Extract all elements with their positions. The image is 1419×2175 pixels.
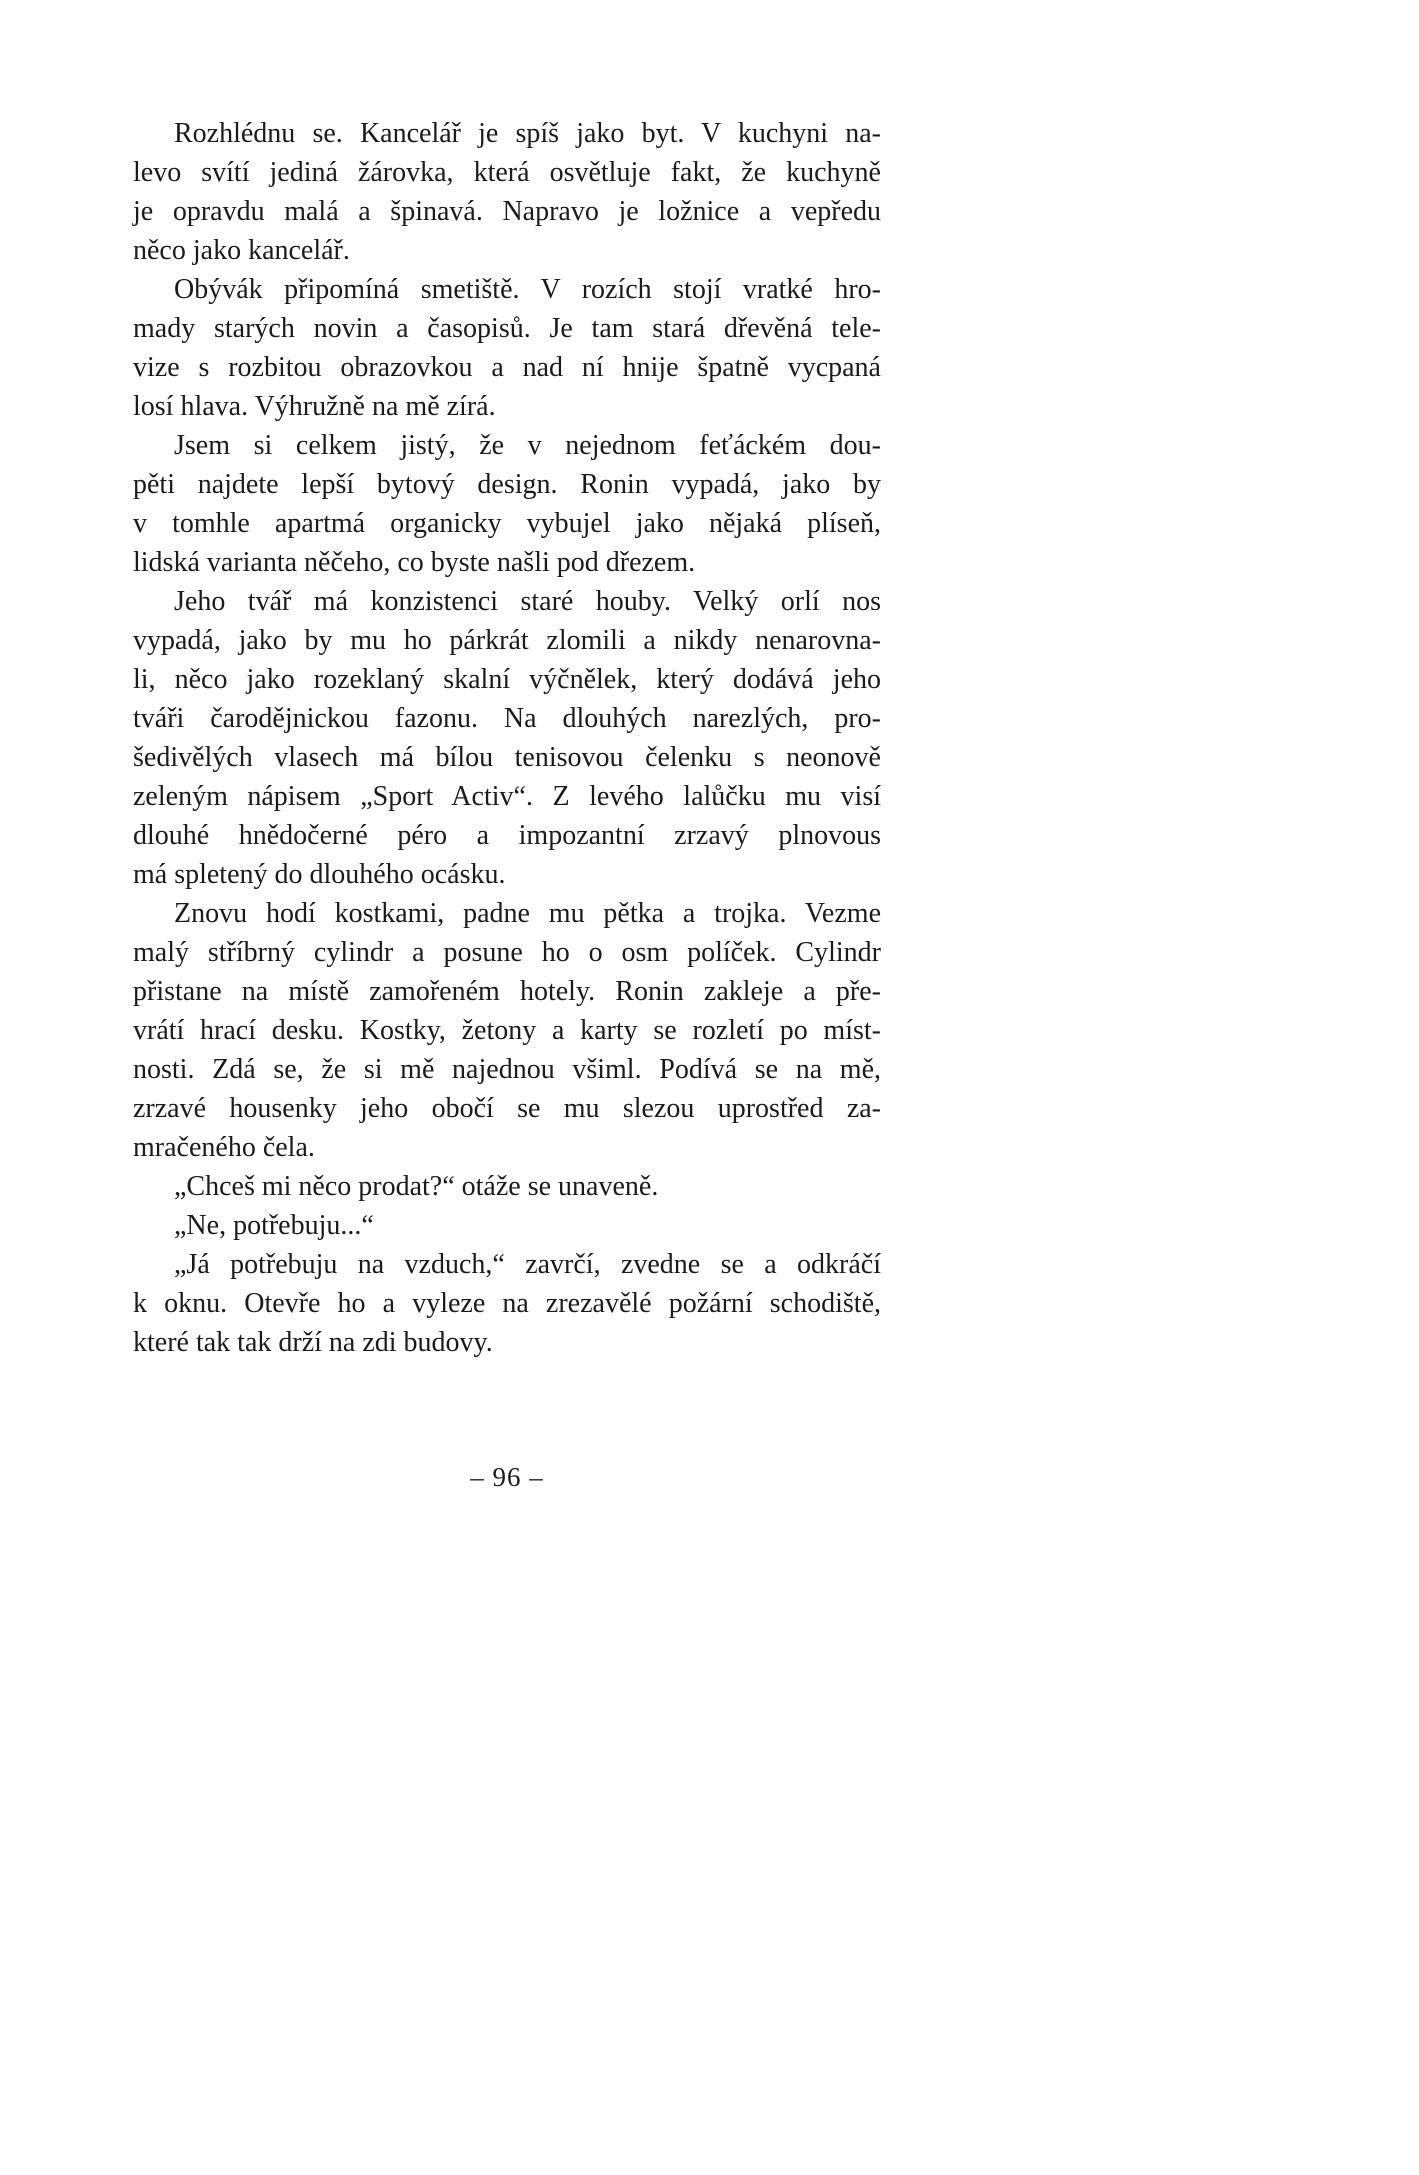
text-line: dlouhé hnědočerné péro a impozantní zrzavý plnovous [133,820,881,851]
text-line: v tomhle apartmá organicky vybujel jako nějaká plíseň, [133,508,881,539]
text-line: Rozhlédnu se. Kancelář je spíš jako byt. V kuchyni na- [174,118,881,149]
text-line: „Já potřebuju na vzduch,“ zavrčí, zvedne se a odkráčí [174,1249,881,1280]
text-line: vrátí hrací desku. Kostky, žetony a karty se rozletí po míst- [133,1015,881,1046]
paragraph [133,894,881,1167]
text-line: vypadá, jako by mu ho párkrát zlomili a nikdy nenarovna- [133,625,881,656]
text-line: je opravdu malá a špinavá. Napravo je ložnice a vepředu [133,196,881,227]
text-line: tváři čarodějnickou fazonu. Na dlouhých narezlých, pro- [133,703,881,734]
text-line: které tak tak drží na zdi budovy. [133,1327,493,1358]
paragraph [133,582,881,894]
text-line: losí hlava. Výhružně na mě zírá. [133,391,496,422]
text-line: přistane na místě zamořeném hotely. Ronin zakleje a pře- [133,976,881,1007]
text-line: vize s rozbitou obrazovkou a nad ní hnije špatně vycpaná [133,352,881,383]
text-line: zeleným nápisem „Sport Activ“. Z levého lalůčku mu visí [133,781,881,812]
text-line: Obývák připomíná smetiště. V rozích stojí vratké hro- [174,274,881,305]
text-line: lidská varianta něčeho, co byste našli pod dřezem. [133,547,696,578]
text-line: levo svítí jediná žárovka, která osvětluje fakt, že kuchyně [133,157,881,188]
text-line: Jeho tvář má konzistenci staré houby. Velký orlí nos [174,586,881,617]
paragraph [133,1206,881,1245]
text-line: má spletený do dlouhého ocásku. [133,859,506,890]
paragraph [133,270,881,426]
text-line: Jsem si celkem jistý, že v nejednom feťáckém dou- [174,430,881,461]
page-number: – 96 – [470,1462,544,1492]
paragraph [133,426,881,582]
text-line: pěti najdete lepší bytový design. Ronin vypadá, jako by [133,469,881,500]
text-line: Znovu hodí kostkami, padne mu pětka a trojka. Vezme [174,898,881,929]
text-line: nosti. Zdá se, že si mě najednou všiml. Podívá se na mě, [133,1054,881,1085]
text-line: zrzavé housenky jeho obočí se mu slezou uprostřed za- [133,1093,881,1124]
paragraph [133,1245,881,1362]
text-line: k oknu. Otevře ho a vyleze na zrezavělé požární schodiště, [133,1288,881,1319]
text-line: mračeného čela. [133,1132,315,1163]
text-line: mady starých novin a časopisů. Je tam stará dřevěná tele- [133,313,881,344]
page-body [133,114,881,1362]
paragraph [133,1167,881,1206]
text-line: malý stříbrný cylindr a posune ho o osm políček. Cylindr [133,937,881,968]
text-line: šedivělých vlasech má bílou tenisovou čelenku s neonově [133,742,881,773]
text-line: „Chceš mi něco prodat?“ otáže se unaveně. [174,1171,659,1202]
text-line: „Ne, potřebuju...“ [174,1210,374,1241]
text-line: něco jako kancelář. [133,235,350,266]
paragraph [133,114,881,270]
text-line: li, něco jako rozeklaný skalní výčnělek, který dodává jeho [133,664,881,695]
